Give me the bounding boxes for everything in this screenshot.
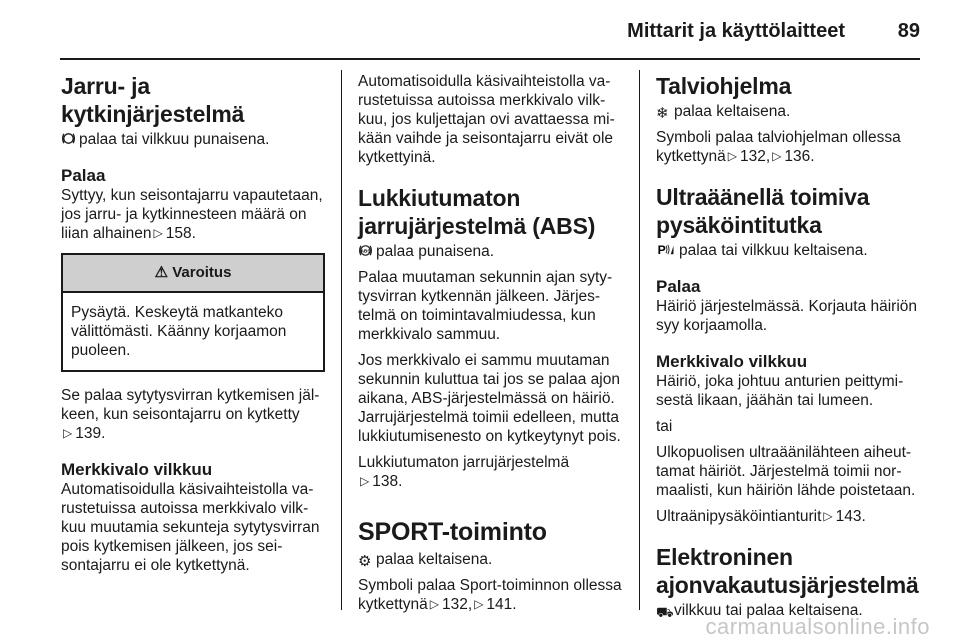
ultra-merkkivalo-text: Häiriö, joka johtuu anturien peittymisestä likaan, jäähän tai lumeen. bbox=[656, 373, 904, 409]
abs-heading: Lukkiutumaton jarrujärjestelmä (ABS) bbox=[358, 185, 596, 239]
abs-intro-text: palaa punaisena. bbox=[376, 243, 495, 260]
after-warning-paragraph bbox=[61, 386, 325, 443]
column-divider-left bbox=[341, 70, 342, 610]
watermark: carmanualsonline.info bbox=[705, 614, 930, 639]
talvi-ref2[interactable]: 136. bbox=[784, 148, 815, 165]
ultra-intro bbox=[656, 241, 924, 260]
talvi-heading: Talviohjelma bbox=[656, 73, 792, 99]
after-warning-ref[interactable]: 139. bbox=[75, 425, 106, 442]
sport-text: Symboli palaa Sport-toiminnon ollessa kytkettynä bbox=[358, 577, 622, 613]
column-divider-right bbox=[639, 70, 640, 610]
page-ref-icon: ▷ bbox=[727, 149, 738, 163]
ultra-heading: Ultraäänellä toimiva pysäköintitutka bbox=[656, 184, 870, 238]
abs-intro bbox=[358, 242, 628, 261]
abs-icon bbox=[358, 243, 373, 258]
page-number: 89 bbox=[897, 20, 920, 42]
sport-gear-icon: ⚙ bbox=[358, 553, 372, 570]
page-header bbox=[0, 0, 960, 62]
sport-intro-text: palaa keltaisena. bbox=[376, 551, 493, 568]
talvi-paragraph bbox=[656, 128, 924, 166]
abs-p1: Palaa muutaman sekunnin ajan sytytysvirran kytkennän jälkeen. Järjestelmä on toimintavalmiudessa, kun merkkivalo sammuu. bbox=[358, 269, 613, 343]
sport-intro bbox=[358, 550, 628, 569]
page-ref-icon: ▷ bbox=[474, 597, 484, 611]
page-ref-icon: ▷ bbox=[63, 426, 73, 440]
warning-body: Pysäytä. Keskeytä matkanteko välittömästi. Käänny korjaamon puoleen. bbox=[71, 304, 287, 359]
sport-ref2[interactable]: 141. bbox=[486, 596, 517, 613]
abs-p2: Jos merkkivalo ei sammu muutaman sekunnin kuluttua tai jos se palaa ajon aikana, ABS-järjestelmässä on häiriö. Jarrujärjestelmä toimii edelleen, mutta lukkiutumisenesto on kytkeytynyt pois. bbox=[358, 352, 621, 445]
parking-sensor-icon bbox=[656, 242, 676, 257]
brake-warning-icon bbox=[61, 131, 76, 146]
sport-heading: SPORT-toiminto bbox=[358, 518, 547, 546]
stability-control-icon: ⛟ bbox=[656, 604, 674, 620]
ultra-merkkivalo-heading: Merkkivalo vilkkuu bbox=[656, 352, 808, 371]
page-ref-icon: ▷ bbox=[153, 226, 163, 240]
ultra-palaa-text: Häiriö järjestelmässä. Korjauta häiriön syy korjaamolla. bbox=[656, 298, 918, 334]
column-3 bbox=[656, 72, 924, 627]
continued-text: Automatisoidulla käsivaihteistolla varustetuissa autoissa merkkivalo vilkkuu, jos kuljettajan ovi avattaessa mikään vaihde ja seisontajarru eivät ole kytkettyinä. bbox=[358, 73, 615, 166]
talvi-ref1[interactable]: 132, bbox=[740, 148, 771, 165]
sport-ref1[interactable]: 132, bbox=[442, 596, 473, 613]
brake-intro bbox=[61, 130, 325, 149]
abs-ref[interactable]: 138. bbox=[372, 473, 403, 490]
svg-text:P: P bbox=[657, 243, 666, 257]
sport-paragraph bbox=[358, 576, 628, 614]
esp-heading: Elektroninen ajonvakautusjärjestelmä bbox=[656, 544, 919, 598]
palaa-text: Syttyy, kun seisontajarru vapautetaan, jos jarru- ja kytkinnesteen määrä on liian alhainen bbox=[61, 187, 323, 242]
page-ref-icon: ▷ bbox=[772, 149, 782, 163]
warning-triangle-icon: ⚠ bbox=[154, 264, 169, 281]
ultra-palaa-heading: Palaa bbox=[656, 277, 701, 296]
palaa-ref[interactable]: 158. bbox=[165, 225, 196, 242]
page-ref-icon: ▷ bbox=[429, 597, 440, 611]
palaa-heading: Palaa bbox=[61, 166, 106, 185]
talvi-intro bbox=[656, 102, 924, 121]
talvi-intro-text: palaa keltaisena. bbox=[674, 103, 791, 120]
warning-title: Varoitus bbox=[172, 264, 232, 281]
svg-text:ABS: ABS bbox=[360, 248, 371, 254]
palaa-paragraph bbox=[61, 186, 325, 243]
page-ref-icon: ▷ bbox=[823, 509, 833, 523]
warning-header bbox=[63, 255, 323, 293]
brake-intro-text: palaa tai vilkkuu punaisena. bbox=[79, 131, 270, 148]
abs-ref-text: Lukkiutumaton jarrujärjestelmä bbox=[358, 454, 570, 471]
ultra-intro-text: palaa tai vilkkuu keltaisena. bbox=[679, 242, 868, 259]
page-header-title: Mittarit ja käyttölaitteet bbox=[627, 20, 845, 42]
esp-intro-text: vilkkuu tai palaa keltaisena. bbox=[674, 602, 863, 619]
ultra-sensors-paragraph bbox=[656, 507, 924, 526]
merkkivalo-text: Automatisoidulla käsivaihteistolla varustetuissa autoissa merkkivalo vilkkuu muutamia sekunteja sytytysvirran pois kytkemisen jälkeen, jos seisontajarru ei ole kytkettynä. bbox=[61, 481, 320, 574]
ultra-external-text: Ulkopuolisen ultraäänilähteen aiheuttamat häiriöt. Järjestelmä toimii normaalisti, kun häiriön lähde poistetaan. bbox=[656, 444, 916, 499]
column-2 bbox=[358, 72, 628, 621]
warning-box bbox=[61, 253, 325, 372]
merkkivalo-heading: Merkkivalo vilkkuu bbox=[61, 460, 213, 479]
ultra-tai: tai bbox=[656, 418, 673, 435]
after-warning-text: Se palaa sytytysvirran kytkemisen jälkeen, kun seisontajarru on kytketty bbox=[61, 387, 320, 423]
ultra-sensors-text: Ultraänipysäköintianturit bbox=[656, 508, 822, 525]
abs-ref-paragraph bbox=[358, 453, 628, 491]
column-1 bbox=[61, 72, 325, 582]
brake-clutch-heading: Jarru- ja kytkinjärjestelmä bbox=[61, 73, 245, 127]
snowflake-icon: ❄ bbox=[656, 105, 669, 122]
page-ref-icon: ▷ bbox=[360, 474, 370, 488]
ultra-sensors-ref[interactable]: 143. bbox=[835, 508, 866, 525]
header-rule bbox=[60, 58, 920, 60]
talvi-text: Symboli palaa talviohjelman ollessa kytkettynä bbox=[656, 129, 901, 165]
